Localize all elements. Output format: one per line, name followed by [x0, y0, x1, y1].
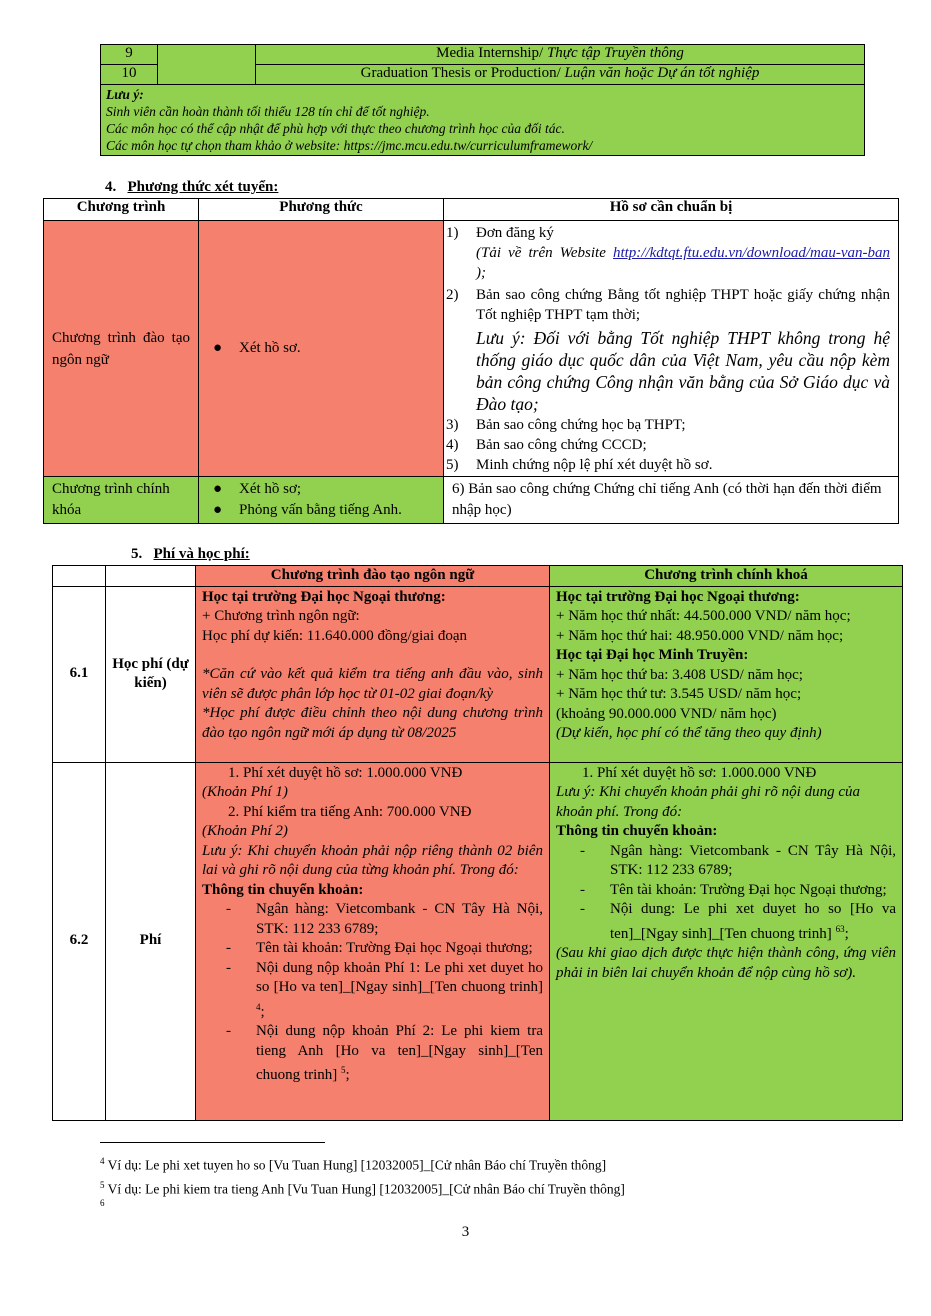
- fees-table: [52, 565, 903, 1121]
- note-line: Các môn học tự chọn tham khảo ở website: https://jmc.mcu.edu.tw/curriculumframework/: [106, 138, 593, 153]
- doc-note: [446, 243, 890, 283]
- empty-cell: [158, 45, 256, 85]
- list-item: - Tên tài khoản: Trường Đại học Ngoại thương;: [556, 881, 896, 901]
- transfer-line: Ngân hàng: Vietcombank - CN Tây Hà Nội, STK: 112 233 6789;: [256, 901, 543, 937]
- main-fee-heading: Học tại trường Đại học Ngoại thương:: [556, 588, 800, 605]
- transfer-heading: Thông tin chuyển khoản:: [202, 881, 364, 898]
- table-header-row: [53, 566, 903, 587]
- footnote-ref: 5: [340, 1065, 346, 1075]
- lang-fee-cell: [196, 762, 550, 1120]
- table-row: [44, 477, 899, 524]
- method-cell: [199, 221, 444, 477]
- main-fee-heading: Học tại Đại học Minh Truyền:: [556, 647, 749, 663]
- lang-fee-line: + Chương trình ngôn ngữ:: [202, 608, 360, 624]
- main-fee-line: + Năm học thứ nhất: 44.500.000 VND/ năm học;: [556, 608, 851, 624]
- table-row: [53, 586, 903, 762]
- main-fee-line: + Năm học thứ ba: 3.408 USD/ năm học;: [556, 666, 803, 683]
- list-item: 1) Đơn đăng ký: [446, 225, 554, 241]
- admission-table: [43, 198, 899, 524]
- transfer-line: Nội dung nộp khoản Phí 2: Le phi kiem tra tieng Anh [Ho va ten]_[Ngay sinh]_[Ten chuong trinh]: [256, 1023, 543, 1083]
- method-text: Xét hồ sơ.: [239, 340, 301, 356]
- doc-note: Lưu ý: Đối với bằng Tốt nghiệp THPT không trong hệ thống giáo dục quốc dân của Việt Nam, yêu cầu nộp kèm bản công chứng Công nhận văn bằng của Sở Giáo dục và Đào tạo;: [476, 328, 890, 414]
- main-fee-line: (khoảng 90.000.000 VND/ năm học): [556, 705, 777, 722]
- transfer-heading: Thông tin chuyển khoản:: [556, 823, 718, 839]
- list-item: - Tên tài khoản: Trường Đại học Ngoại thương;: [202, 939, 543, 959]
- list-item: - Nội dung nộp khoản Phí 2: Le phi kiem tra tieng Anh [Ho va ten]_[Ngay sinh]_[Ten chuong trinh] $^5$;: [226, 1023, 543, 1083]
- list-item: 3) Bản sao công chứng học bạ THPT;: [446, 417, 686, 433]
- table-row: [53, 762, 903, 1120]
- documents-cell: [444, 477, 899, 524]
- documents-cell: [444, 221, 899, 477]
- fee-note: Lưu ý: Khi chuyển khoản phải ghi rõ nội dung của khoản phí. Trong đó:: [556, 784, 860, 820]
- column-header: Phương thức: [199, 199, 444, 221]
- footnote-separator: [100, 1142, 325, 1143]
- footnote-number: 4: [100, 1156, 105, 1166]
- row-number: 10: [101, 65, 158, 85]
- doc-text: Bản sao công chứng CCCD;: [476, 437, 647, 453]
- note-line: Các môn học có thể cập nhật để phù hợp với thực theo chương trình học của đối tác.: [106, 121, 565, 136]
- lang-fee-line: Học phí dự kiến: 11.640.000 đồng/giai đoạn: [202, 627, 468, 644]
- section-heading: Phương thức xét tuyển:: [127, 179, 279, 195]
- course-title: Media Internship/ Thực tập Truyền thông: [256, 45, 865, 65]
- footnote: [100, 1156, 606, 1174]
- doc-text: Đơn đăng ký: [476, 225, 554, 241]
- transfer-line: Tên tài khoản: Trường Đại học Ngoại thương;: [256, 940, 533, 956]
- course-title: Graduation Thesis or Production/ Luận văn hoặc Dự án tốt nghiệp: [256, 65, 865, 85]
- section-number: 5.: [131, 546, 143, 562]
- list-item: 5) Minh chứng nộp lệ phí xét duyệt hồ sơ.: [446, 457, 713, 473]
- section-4-title: [105, 179, 278, 196]
- bullet-icon: ●: [213, 502, 223, 518]
- list-item: 4) Bản sao công chứng CCCD;: [446, 437, 647, 453]
- method-text: Phỏng vấn bằng tiếng Anh.: [239, 502, 402, 518]
- empty-header: [106, 566, 196, 587]
- row-number: 6.1: [53, 586, 106, 762]
- main-fee-note: (Dự kiến, học phí có thể tăng theo quy định): [556, 725, 822, 741]
- row-label: Phí: [106, 762, 196, 1120]
- doc-text: Bản sao công chứng học bạ THPT;: [476, 417, 686, 433]
- footnote-text: Ví dụ: Le phi xet tuyen ho so [Vu Tuan Hung] [12032005]_[Cử nhân Báo chí Truyền thông]: [104, 1157, 607, 1173]
- doc-note-text: (Tải về trên Website: [476, 245, 613, 261]
- row-number: 9: [101, 45, 158, 65]
- list-item: - Nội dung: Le phi xet duyet ho so [Ho va ten]_[Ngay sinh]_[Ten chuong trinh] $^{63}$;: [580, 901, 896, 942]
- table-row: [101, 45, 865, 65]
- bullet-icon: ●: [213, 481, 223, 497]
- lang-fee-note: *Căn cứ vào kết quả kiểm tra tiếng anh đầu vào, sinh viên sẽ được phân lớp học từ 01-02 giai đoạn/kỳ: [202, 666, 543, 702]
- transfer-line: Nội dung: Le phi xet duyet ho so [Ho va ten]_[Ngay sinh]_[Ten chuong trinh]: [610, 901, 896, 942]
- download-link[interactable]: http://kdtqt.ftu.edu.vn/download/mau-van-ban: [612, 245, 890, 261]
- footnote-ref: 4: [256, 1001, 261, 1012]
- transfer-line: Ngân hàng: Vietcombank - CN Tây Hà Nội, STK: 112 233 6789;: [610, 842, 896, 878]
- column-header: Chương trình chính khoá: [550, 566, 903, 587]
- section-number: 4.: [105, 179, 117, 195]
- transfer-line: Tên tài khoản: Trường Đại học Ngoại thương;: [610, 881, 887, 898]
- note-cell: [101, 85, 865, 156]
- fee-item: 1. Phí xét duyệt hồ sơ: 1.000.000 VNĐ: [228, 764, 463, 781]
- footnote: [100, 1198, 105, 1216]
- main-fee-line: + Năm học thứ tư: 3.545 USD/ năm học;: [556, 686, 802, 702]
- doc-text: Minh chứng nộp lệ phí xét duyệt hồ sơ.: [476, 457, 713, 473]
- footnote-number: 6: [100, 1198, 105, 1208]
- fee-item: 1. Phí xét duyệt hồ sơ: 1.000.000 VNĐ: [582, 764, 817, 781]
- list-item: - Ngân hàng: Vietcombank - CN Tây Hà Nội, STK: 112 233 6789;: [202, 900, 543, 939]
- list-item: 2) Bản sao công chứng Bằng tốt nghiệp THPT hoặc giấy chứng nhận Tốt nghiệp THPT tạm thời;: [446, 287, 890, 323]
- doc-note-text: );: [476, 265, 486, 281]
- main-fee-cell: [550, 586, 903, 762]
- footnote-ref: 63: [835, 923, 845, 934]
- section-heading: Phí và học phí:: [153, 546, 250, 562]
- note-line: Sinh viên cần hoàn thành tối thiểu 128 tín chỉ để tốt nghiệp.: [106, 104, 430, 119]
- program-cell: Chương trình chính khóa: [44, 477, 199, 524]
- main-fee-line: + Năm học thứ hai: 48.950.000 VND/ năm học;: [556, 627, 844, 644]
- fee-item-note: (Khoản Phí 2): [202, 823, 288, 839]
- list-item: - Nội dung nộp khoản Phí 1: Le phi xet duyet ho so [Ho va ten]_[Ngay sinh]_[Ten chuong trinh] $^4$;: [226, 959, 543, 1020]
- method-text: Xét hồ sơ;: [239, 481, 302, 497]
- main-fee-cell: [550, 762, 903, 1120]
- lang-fee-cell: [196, 586, 550, 762]
- fee-note: (Sau khi giao dịch được thực hiện thành công, ứng viên phải in biên lai chuyển khoản để nộp cùng hồ sơ).: [556, 945, 896, 981]
- curriculum-table: [100, 44, 865, 156]
- column-header: Chương trình: [44, 199, 199, 221]
- footnote-text: Ví dụ: Le phi kiem tra tieng Anh [Vu Tuan Hung] [12032005]_[Cử nhân Báo chí Truyền thông]: [104, 1181, 625, 1197]
- section-5-title: [131, 546, 250, 563]
- page-number: 3: [461, 1224, 470, 1240]
- method-cell: [199, 477, 444, 524]
- note-label: Lưu ý:: [106, 87, 144, 102]
- lang-fee-note: *Học phí được điều chỉnh theo nội dung chương trình đào tạo ngôn ngữ mới áp dụng từ 08/2025: [202, 705, 543, 741]
- lang-fee-heading: Học tại trường Đại học Ngoại thương:: [202, 588, 446, 605]
- row-number: 6.2: [53, 762, 106, 1120]
- list-item: - Ngân hàng: Vietcombank - CN Tây Hà Nội, STK: 112 233 6789;: [556, 842, 896, 881]
- row-label: Học phí (dự kiến): [106, 586, 196, 762]
- footnote: [100, 1180, 625, 1198]
- program-cell: Chương trình đào tạo ngôn ngữ: [44, 221, 199, 477]
- note-row: [101, 85, 865, 156]
- doc-text: Bản sao công chứng Bằng tốt nghiệp THPT hoặc giấy chứng nhận Tốt nghiệp THPT tạm thời;: [476, 287, 890, 323]
- table-row: [44, 221, 899, 477]
- footnote-number: 5: [100, 1180, 105, 1190]
- bullet-icon: ●: [213, 340, 223, 356]
- fee-note: Lưu ý: Khi chuyển khoản phải nộp riêng thành 02 biên lai và ghi rõ nội dung của từng khoản phí. Trong đó:: [202, 842, 543, 878]
- table-header-row: [44, 199, 899, 221]
- column-header: Hồ sơ cần chuẩn bị: [444, 199, 899, 221]
- transfer-line: Nội dung nộp khoản Phí 1: Le phi xet duyet ho so [Ho va ten]_[Ngay sinh]_[Ten chuong trinh]: [256, 959, 543, 995]
- empty-header: [53, 566, 106, 587]
- fee-item-note: (Khoản Phí 1): [202, 784, 288, 800]
- doc-text: 6) Bản sao công chứng Chứng chỉ tiếng Anh (có thời hạn đến thời điểm nhập học): [452, 481, 882, 518]
- fee-item: 2. Phí kiểm tra tiếng Anh: 700.000 VNĐ: [228, 803, 472, 820]
- column-header: Chương trình đào tạo ngôn ngữ: [196, 566, 550, 587]
